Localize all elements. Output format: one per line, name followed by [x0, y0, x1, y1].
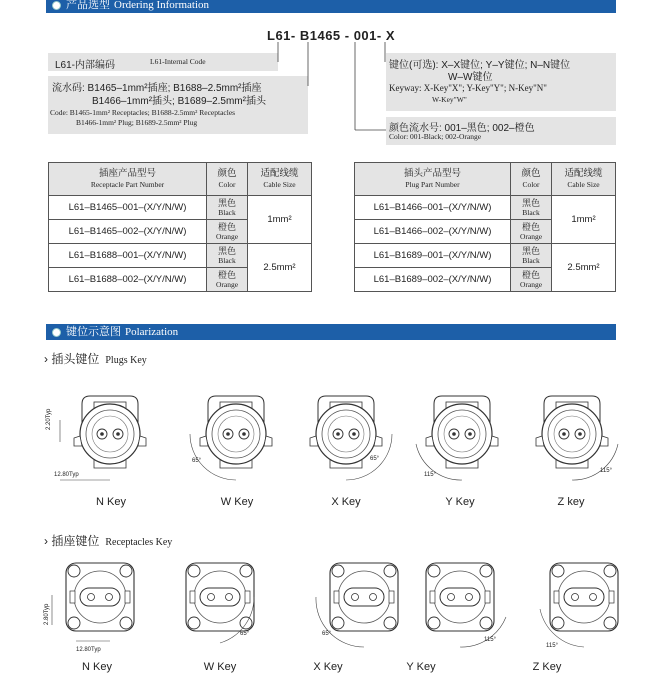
- rt-header-pn: 插座产品型号 Receptacle Part Number: [49, 163, 207, 196]
- pt-pn: L61–B1689–001–(X/Y/N/W): [355, 244, 511, 268]
- r-dim-280: 2.80Typ: [44, 603, 50, 625]
- r-dim-1280: 12.80Typ: [76, 647, 101, 653]
- rt-pn: L61–B1465–002–(X/Y/N/W): [49, 220, 207, 244]
- angle-y: 115°: [424, 472, 436, 478]
- r-angle-z: 115°: [546, 643, 558, 649]
- part-code: L61- B1465 - 001- X: [267, 28, 396, 43]
- plug-label-n: N Key: [96, 496, 126, 508]
- rt-color: 橙色 Orange: [207, 268, 248, 292]
- serial-line2: B1466–1mm²插头; B1689–2.5mm²插头: [92, 96, 266, 107]
- rec-label-y: Y Key: [406, 661, 436, 673]
- dim-220: 2.20Typ: [46, 408, 52, 430]
- r-angle-w: 65°: [240, 631, 250, 637]
- pt-cable: 2.5mm²: [552, 244, 616, 292]
- pt-color: 橙色 Orange: [511, 220, 552, 244]
- table-row: [49, 196, 312, 220]
- r-angle-x: 65°: [322, 631, 332, 637]
- polarization-title-cn: 键位示意图: [66, 326, 121, 338]
- plug-label-x: X Key: [331, 496, 361, 508]
- pt-pn: L61–B1466–001–(X/Y/N/W): [355, 196, 511, 220]
- table-row: [49, 244, 312, 268]
- color-en: Color: 001-Black; 002-Orange: [389, 132, 482, 141]
- r-angle-y: 115°: [484, 637, 496, 643]
- internal-code-en: L61-Internal Code: [150, 57, 206, 66]
- pt-header-pn: 插头产品型号 Plug Part Number: [355, 163, 511, 196]
- rt-cable: 1mm²: [248, 196, 312, 244]
- rt-header-cable: 适配线缆 Cable Size: [248, 163, 312, 196]
- rec-label-n: N Key: [82, 661, 112, 673]
- rt-cable: 2.5mm²: [248, 244, 312, 292]
- pt-header-color: 颜色 Color: [511, 163, 552, 196]
- receptacle-key-drawings: [40, 555, 630, 660]
- plug-label-z: Z key: [557, 496, 585, 508]
- bullet-icon: [52, 328, 61, 337]
- angle-w: 65°: [192, 458, 202, 464]
- key-en1: Keyway: X-Key"X"; Y-Key"Y"; N-Key"N": [389, 83, 547, 93]
- plug-label-y: Y Key: [445, 496, 475, 508]
- key-en2: W-Key"W": [432, 95, 467, 104]
- pt-cable: 1mm²: [552, 196, 616, 244]
- angle-z: 115°: [600, 468, 612, 474]
- code-connector-lines: [0, 0, 663, 160]
- internal-code-cn: L61-内部编码: [55, 60, 116, 71]
- rt-header-color: 颜色 Color: [207, 163, 248, 196]
- rec-label-x: X Key: [313, 661, 343, 673]
- serial-en2: B1466-1mm² Plug; B1689-2.5mm² Plug: [76, 118, 198, 127]
- pt-color: 黑色 Black: [511, 196, 552, 220]
- ordering-title-en: Ordering Information: [114, 0, 209, 11]
- rt-pn: L61–B1688–002–(X/Y/N/W): [49, 268, 207, 292]
- rec-label-z: Z Key: [532, 661, 562, 673]
- ordering-title-cn: 产品选型: [66, 0, 110, 11]
- rt-color: 黑色 Black: [207, 196, 248, 220]
- key-cn2: W–W键位: [448, 72, 493, 83]
- table-row: [355, 244, 616, 268]
- serial-en1: Code: B1465-1mm² Receptacles; B1688-2.5mm² Receptacles: [50, 108, 236, 117]
- dim-1280: 12.80Typ: [54, 472, 79, 478]
- polarization-section-header: [46, 324, 616, 340]
- rt-pn: L61–B1465–001–(X/Y/N/W): [49, 196, 207, 220]
- polarization-title-en: Polarization: [125, 326, 179, 338]
- plug-key-drawings: [40, 372, 630, 492]
- pt-pn: L61–B1689–002–(X/Y/N/W): [355, 268, 511, 292]
- receptacles-key-heading: › 插座键位 Receptacles Key: [44, 534, 173, 548]
- rt-pn: L61–B1688–001–(X/Y/N/W): [49, 244, 207, 268]
- pt-pn: L61–B1466–002–(X/Y/N/W): [355, 220, 511, 244]
- plug-table: [354, 162, 616, 292]
- plug-label-w: W Key: [220, 496, 254, 508]
- pt-color: 橙色 Orange: [511, 268, 552, 292]
- color-cn: 颜色流水号: 001–黑色; 002–橙色: [389, 123, 535, 134]
- rec-label-w: W Key: [203, 661, 237, 673]
- angle-x: 65°: [370, 456, 380, 462]
- table-row: [355, 196, 616, 220]
- rt-color: 橙色 Orange: [207, 220, 248, 244]
- receptacle-table: [48, 162, 312, 292]
- rt-color: 黑色 Black: [207, 244, 248, 268]
- key-cn1: 键位(可选): X–X键位; Y–Y键位; N–N键位: [389, 60, 571, 71]
- serial-line1: 流水码: B1465–1mm²插座; B1688–2.5mm²插座: [52, 83, 262, 94]
- pt-color: 黑色 Black: [511, 244, 552, 268]
- pt-header-cable: 适配线缆 Cable Size: [552, 163, 616, 196]
- plugs-key-heading: › 插头键位 Plugs Key: [44, 352, 147, 366]
